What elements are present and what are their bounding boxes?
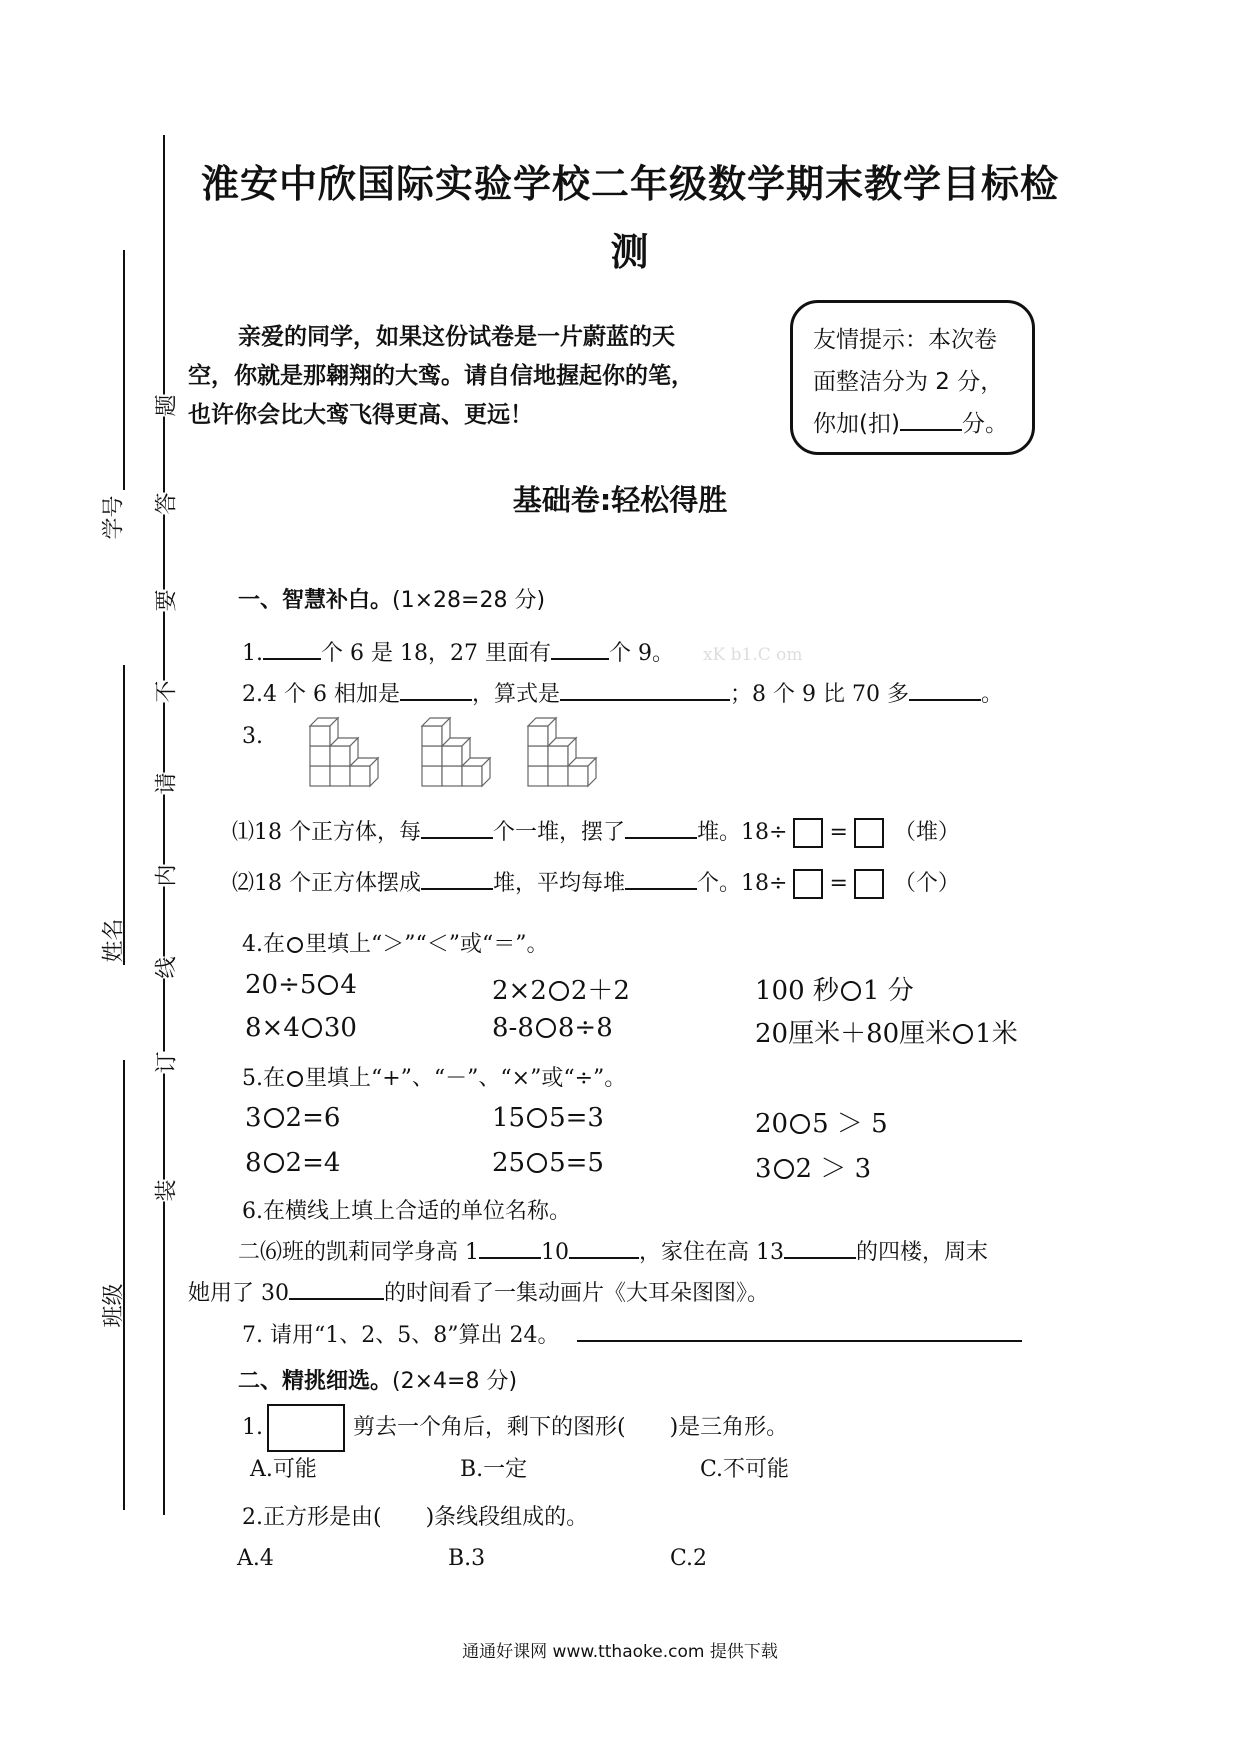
q6-blank-3[interactable] [784,1235,856,1259]
question-3-1: ⑴18 个正方体，每 个一堆，摆了 堆。18÷ = （堆） [232,815,960,848]
cube-stack-1 [310,718,378,786]
q3-1-box-1[interactable] [793,818,823,848]
question-2: 2.4 个 6 相加是 ，算式是 ；8 个 9 比 70 多 。 [242,677,1003,708]
xingming-label: 姓名 [101,918,127,963]
c2-option-b[interactable]: B.3 [448,1546,486,1571]
tip-blank[interactable] [900,406,962,431]
q4-circle[interactable] [549,981,569,1001]
q6-blank-4[interactable] [289,1276,384,1300]
margin-line-inner-1 [123,250,125,490]
cube-stack-3 [528,718,596,786]
c1-option-a[interactable]: A.可能 [250,1457,317,1482]
circle-icon [287,1071,303,1087]
q5-r1-c2: 15 5=3 [492,1103,604,1133]
circle-icon [287,937,303,953]
margin-line-outer [163,135,165,1515]
cube-stacks-figure [305,708,615,796]
q5-circle[interactable] [774,1159,794,1179]
seal-char-4: 不 [150,680,181,702]
c2-option-a[interactable]: A.4 [237,1546,274,1571]
q5-r1-c3: 20 5 ＞ 5 [755,1109,888,1139]
section-title: 基础卷:轻松得胜 [512,483,728,517]
q6-blank-2[interactable] [569,1235,639,1259]
q4-circle[interactable] [318,975,338,995]
xuehao-label: 学号 [101,495,127,540]
q4-circle[interactable] [536,1018,556,1038]
q5-r2-c1: 8 2=4 [245,1148,341,1178]
q3-1-box-2[interactable] [854,818,884,848]
choice-question-1: 1. 剪去一个角后，剩下的图形( )是三角形。 [242,1404,788,1452]
footer-text: 通通好课网 www.tthaoke.com 提供下载 [462,1642,778,1662]
seal-char-3: 要 [150,589,181,611]
seal-char-8: 订 [150,1051,181,1073]
q7-answer-line[interactable] [577,1318,1022,1342]
seal-char-9: 装 [150,1179,181,1201]
seal-char-5: 请 [150,772,181,794]
q4-r2-c1: 8×4 30 [245,1013,357,1043]
q5-circle[interactable] [264,1108,284,1128]
seal-char-6: 内 [150,864,181,886]
q4-r2-c2: 8-8 8÷8 [492,1013,613,1043]
question-7: 7. 请用“1、2、5、8”算出 24。 [242,1318,1022,1349]
watermark-text: xK b1.C om [702,645,803,665]
q5-circle[interactable] [527,1153,547,1173]
q5-circle[interactable] [790,1114,810,1134]
rectangle-figure [267,1404,345,1452]
q6-blank-1[interactable] [479,1235,541,1259]
question-4-title: 4.在 里填上“＞”“＜”或“＝”。 [242,932,549,957]
q1-blank-2[interactable] [551,636,609,660]
q2-blank-3[interactable] [909,677,981,701]
part2-heading: 二、精挑细选。(2×4=8 分) [238,1369,518,1394]
q3-1-blank-1[interactable] [421,815,493,839]
question-5-title: 5.在 里填上“+”、“－”、“×”或“÷”。 [242,1066,627,1091]
cube-stack-2 [422,718,490,786]
q3-1-blank-2[interactable] [625,815,697,839]
question-3-label: 3. [242,724,263,749]
c2-option-c[interactable]: C.2 [670,1546,708,1571]
q1-blank-1[interactable] [263,636,321,660]
q4-r1-c3: 100 秒 1 分 [755,976,914,1006]
banji-label: 班级 [101,1283,127,1328]
q5-r2-c2: 25 5=5 [492,1148,604,1178]
q5-r2-c3: 3 2 ＞ 3 [755,1154,872,1184]
q3-2-box-1[interactable] [793,869,823,899]
q5-r1-c1: 3 2=6 [245,1103,341,1133]
intro-text: 亲爱的同学，如果这份试卷是一片蔚蓝的天空，你就是那翱翔的大鸾。请自信地握起你的笔，也许你会比大鸾飞得更高、更远！ [188,324,694,428]
question-6-title: 6.在横线上填上合适的单位名称。 [242,1199,571,1224]
q4-r2-c3: 20厘米＋80厘米 1米 [755,1019,1018,1049]
q5-circle[interactable] [527,1108,547,1128]
q4-r1-c2: 2×2 2＋2 [492,976,630,1006]
c1-option-b[interactable]: B.一定 [460,1457,528,1482]
q2-blank-1[interactable] [400,677,472,701]
q2-blank-2[interactable] [560,677,730,701]
q3-2-box-2[interactable] [854,869,884,899]
tip-box: 友情提示：本次卷 面整洁分为 2 分， 你加(扣) 分。 [790,300,1035,455]
seal-char-7: 线 [150,956,181,978]
seal-char-1: 题 [150,394,181,416]
question-6-line-1: 二⑹班的凯莉同学身高 1 10 ，家住在高 13 的四楼，周末 [238,1235,988,1266]
part1-heading: 一、智慧补白。(1×28=28 分) [238,588,546,613]
question-1: 1. 个 6 是 18，27 里面有 个 9。 xK b1.C om [242,636,803,667]
question-3-2: ⑵18 个正方体摆成 堆，平均每堆 个。18÷ = （个） [232,866,960,899]
c1-option-c[interactable]: C.不可能 [700,1457,790,1482]
page-title: 淮安中欣国际实验学校二年级数学期末教学目标检 测 [200,162,1059,274]
q4-circle[interactable] [302,1018,322,1038]
q3-2-blank-1[interactable] [421,866,493,890]
choice-question-2: 2.正方形是由( )条线段组成的。 [242,1505,589,1530]
question-6-line-2: 她用了 30 的时间看了一集动画片《大耳朵图图》。 [188,1276,769,1307]
q4-circle[interactable] [841,981,861,1001]
q4-r1-c1: 20÷5 4 [245,970,357,1000]
q4-circle[interactable] [953,1024,973,1044]
q5-circle[interactable] [264,1153,284,1173]
q3-2-blank-2[interactable] [625,866,697,890]
seal-char-2: 答 [150,492,181,514]
